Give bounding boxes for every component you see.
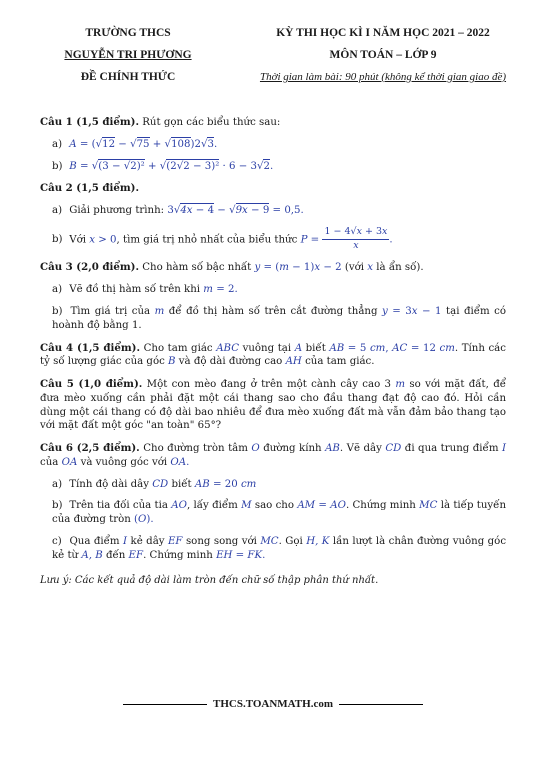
question-6c-text3: song song với	[185, 535, 257, 547]
question-6b: b) Trên tia đối của tia AO, lấy điểm M sao cho AM = AO. Chứng minh MC là tiếp tuyến của đường tròn (O).	[52, 500, 507, 526]
question-6b-label: b)	[52, 500, 63, 512]
footer	[0, 698, 546, 710]
question-1	[40, 116, 506, 173]
question-2b: b) Với x > 0, tìm giá trị nhỏ nhất của biểu thức P = $\frac{1 - 4√x + 3x}{x}$ .	[52, 225, 393, 251]
question-3b-text2: để đồ thị hàm số trên cắt đường thẳng	[168, 305, 378, 317]
question-1a-label: a)	[52, 138, 63, 150]
question-6c-label: c)	[52, 535, 62, 547]
question-3a: a) Vẽ đồ thị hàm số trên khi m = 2.	[52, 284, 238, 296]
question-3a-label: a)	[52, 284, 63, 296]
question-2a: a) Giải phương trình: 3√4x − 4 − √9x − 9 = 0,5.	[52, 205, 304, 217]
question-6a: a) Tính độ dài dây CD biết AB = 20 cm	[52, 478, 257, 490]
question-6c-text4: . Gọi	[278, 535, 303, 547]
question-2b-text1: Với	[69, 234, 86, 246]
question-6b-text4: . Chứng minh	[345, 500, 416, 512]
question-3-intro1: Cho hàm số bậc nhất	[142, 262, 252, 274]
footer-site: THCS.TOANMATH.com	[213, 698, 333, 710]
header-left	[28, 22, 228, 88]
question-4-text1: Cho tam giác	[143, 342, 213, 354]
question-6b-text2: , lấy điểm	[187, 500, 238, 512]
math-1a: A	[69, 138, 77, 150]
school-line1: TRƯỜNG THCS	[85, 27, 171, 39]
question-3-intro3: là ẩn số).	[376, 262, 424, 274]
question-3b-label: b)	[52, 305, 63, 317]
math-1b: B	[69, 160, 77, 172]
question-3: Câu 3 (2,0 điểm). Cho hàm số bậc nhất y = (m − 1)x − 2 (với x là ẩn số). a) Vẽ đồ thị hàm số trên khi m = 2. b) Tìm giá trị của m để đồ thị hàm số trên cắt đường thẳng y = 3x − 1 tại điểm có hoành độ bằng 1.	[40, 261, 506, 331]
question-3a-text: Vẽ đồ thị hàm số trên khi	[69, 284, 201, 296]
question-6b-text1: Trên tia đối của tia	[69, 500, 168, 512]
subject-label: MÔN TOÁN – LỚP 9	[329, 49, 437, 61]
note: Lưu ý: Các kết quả độ dài làm tròn đến chữ số thập phân thứ nhất.	[40, 575, 379, 587]
question-6c-text2: kẻ dây	[130, 535, 165, 547]
question-3b-text1: Tìm giá trị của	[70, 305, 151, 317]
question-4-text2: vuông tại	[242, 342, 292, 354]
question-6c-text5: lần lượt là chân đường vuông góc kẻ từ	[52, 535, 507, 561]
question-2b-label: b)	[52, 234, 63, 246]
question-2a-label: a)	[52, 205, 63, 217]
question-4-text3: biết	[305, 342, 326, 354]
question-2b-text2: , tìm giá trị nhỏ nhất của biểu thức	[116, 234, 298, 246]
question-2a-text: Giải phương trình:	[69, 205, 165, 217]
question-5: Câu 5 (1,0 điểm). Một con mèo đang ở trên một cành cây cao 3 m so với mặt đất, để đưa mèo xuống cần phải đặt một cái thang sao cho đầu thang đạt độ cao đó. Hỏi cần dùng một cái thang có độ dài bao nhiêu để đưa mèo xuống đất mà vẫn đảm bảo thang tạo với mặt đất một góc "an toàn" 65°?	[40, 378, 506, 432]
question-1-intro: Rút gọn các biểu thức sau:	[142, 117, 281, 128]
question-6b-text5: là tiếp tuyến của đường tròn	[52, 500, 507, 526]
question-6-text6: và vuông góc với	[80, 456, 168, 468]
question-3b-text3: tại điểm có hoành độ bằng 1.	[52, 305, 506, 331]
question-3b: b) Tìm giá trị của m để đồ thị hàm số trên cắt đường thẳng y = 3x − 1 tại điểm có hoành độ bằng 1.	[52, 305, 506, 331]
question-5-text1: Một con mèo đang ở trên một cành cây cao 3	[146, 379, 392, 391]
question-3-title: Câu 3 (2,0 điểm).	[40, 261, 140, 274]
question-5-title: Câu 5 (1,0 điểm).	[40, 378, 143, 391]
question-6c-text6: đến	[105, 549, 126, 561]
question-5-text2: so với mặt đất, để đưa mèo xuống cần phải đặt một cái thang sao cho đầu thang đạt độ cao đó. Hỏi cần dùng một cái thang có độ dài bao nhiêu để đưa mèo xuống đất mà vẫn đảm bảo thang tạo với mặt đất một góc "an toàn" 65°?	[40, 379, 506, 432]
question-6-text4: đi qua trung điểm	[404, 443, 499, 455]
question-4-text5: và độ dài đường cao	[178, 356, 283, 368]
question-4: Câu 4 (1,5 điểm). Cho tam giác ABC vuông tại A biết AB = 5 cm, AC = 12 cm. Tính các tỷ số lượng giác của góc B và độ dài đường cao AH của tam giác.	[40, 341, 506, 368]
question-2	[40, 182, 506, 252]
question-6-text1: Cho đường tròn tâm	[143, 443, 248, 455]
question-4-title: Câu 4 (1,5 điểm).	[40, 341, 141, 354]
footer-line-right	[339, 704, 423, 705]
question-1a: a) A = (√12 − √75 + √108)2√3.	[52, 138, 218, 150]
question-6-title: Câu 6 (2,5 điểm).	[40, 442, 140, 455]
footer-line-left	[123, 704, 207, 705]
school-name: NGUYỄN TRI PHƯƠNG	[64, 49, 192, 61]
question-1-title: Câu 1 (1,5 điểm).	[40, 116, 140, 128]
question-6a-text: Tính độ dài dây	[69, 478, 149, 490]
question-6c-text7: . Chứng minh	[143, 549, 213, 561]
question-4-text4: . Tính các tỷ số lượng giác của góc	[40, 342, 506, 368]
question-6b-text3: sao cho	[254, 500, 294, 512]
question-3-intro2: (với	[344, 262, 365, 274]
exam-content	[40, 116, 506, 588]
question-6a-label: a)	[52, 478, 63, 490]
question-6a-text2: biết	[171, 478, 192, 490]
fraction-p: $\frac{1 - 4√x + 3x}{x}$	[324, 225, 388, 251]
question-1b-label: b)	[52, 160, 63, 172]
question-6-text3: . Vẽ dây	[339, 443, 382, 455]
exam-title: KỲ THI HỌC KÌ I NĂM HỌC 2021 – 2022	[276, 27, 490, 39]
question-1b: b) B = √(3 − √2)² + √(2√2 − 3)² · 6 − 3√2.	[52, 160, 274, 172]
question-6c: c) Qua điểm I kẻ dây EF song song với MC. Gọi H, K lần lượt là chân đường vuông góc kẻ từ A, B đến EF. Chứng minh EH = FK.	[52, 535, 507, 561]
question-6-text2: đường kính	[263, 443, 322, 455]
header-right	[238, 22, 528, 88]
time-label: Thời gian làm bài: 90 phút (không kể thời gian giao đề)	[259, 71, 507, 83]
question-6-text5: của	[40, 456, 59, 468]
question-2-title: Câu 2 (1,5 điểm).	[40, 182, 140, 195]
official-label: ĐỀ CHÍNH THỨC	[80, 71, 176, 83]
question-6: Câu 6 (2,5 điểm). Cho đường tròn tâm O đường kính AB. Vẽ dây CD đi qua trung điểm I của OA và vuông góc với OA. a) Tính độ dài dây CD biết AB = 20 cm b) Trên tia đối của tia AO, lấy điểm M sao cho AM = AO. Chứng minh MC là tiếp tuyến của đường tròn (O). c) Qua điểm I kẻ dây EF song song với MC. Gọi H, K lần lượt là chân đường vuông góc kẻ từ A, B đến EF. Chứng minh EH = FK.	[40, 442, 507, 561]
question-6c-text1: Qua điểm	[69, 535, 120, 547]
question-4-text6: của tam giác.	[305, 356, 375, 368]
